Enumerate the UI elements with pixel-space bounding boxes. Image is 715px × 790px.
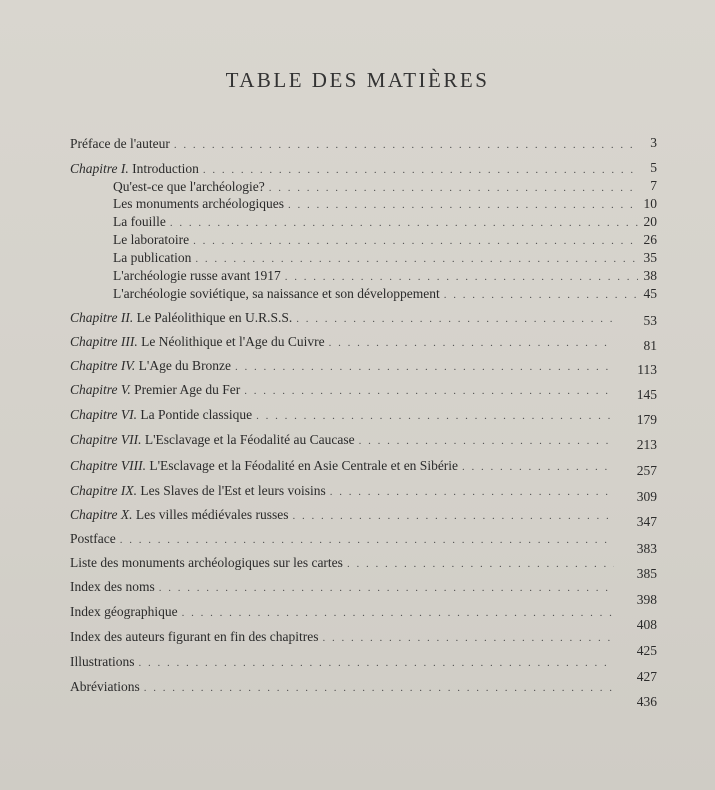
- toc-entry: [70, 629, 618, 645]
- toc-entry-label: Préface de l'auteur: [70, 136, 170, 151]
- toc-page-number: 10: [643, 196, 657, 211]
- leader-dots: [329, 337, 614, 349]
- leader-dots: [285, 271, 638, 283]
- toc-entry: Chapitre VIII. L'Esclavage et la Féodalité en Asie Centrale et en Sibérie . . .: [70, 458, 618, 474]
- toc-entry: [70, 579, 618, 595]
- toc-page-number: 427: [636, 669, 657, 684]
- toc-entry-label: Le laboratoire: [113, 232, 190, 247]
- toc-entry-label: Le Paléolithique en U.R.S.S.: [133, 310, 293, 325]
- toc-entry: Chapitre I. Introduction . . .: [70, 161, 642, 177]
- leader-dots: [292, 510, 614, 522]
- leader-dots: [256, 410, 614, 422]
- leader-dots: [120, 534, 614, 546]
- leader-dots: [182, 607, 614, 619]
- leader-dots: [159, 582, 614, 594]
- toc-page-number: 145: [636, 387, 657, 402]
- leader-dots: [323, 632, 614, 644]
- toc-entry: [113, 214, 642, 230]
- toc-entry: [113, 250, 642, 266]
- toc-page-number: 408: [636, 617, 657, 632]
- leader-dots: [139, 657, 615, 669]
- toc-entry: [70, 604, 618, 620]
- toc-entry: [113, 268, 642, 284]
- toc-entry-label: L'Esclavage et la Féodalité en Asie Centrale et en Sibérie: [145, 458, 459, 473]
- leader-dots: [170, 217, 638, 229]
- toc-entry: [113, 196, 642, 212]
- toc-entry: Chapitre II. Le Paléolithique en U.R.S.S. . . .: [70, 310, 618, 326]
- toc-page-number: 383: [636, 541, 657, 556]
- toc-entry-label: Premier Age du Fer: [130, 382, 241, 397]
- toc-entry-label: L'archéologie russe avant 1917: [113, 268, 281, 283]
- toc-entry-label: Index géographique: [70, 604, 178, 619]
- toc-entry-label: Index des noms: [70, 579, 155, 594]
- toc-entry: [70, 136, 642, 152]
- toc-entry: [70, 654, 618, 670]
- leader-dots: [359, 435, 614, 447]
- toc-page-number: 213: [636, 437, 657, 452]
- toc-entry-label: La Pontide classique: [137, 407, 253, 422]
- toc-entry: Chapitre X. Les villes médiévales russes . . .: [70, 507, 618, 523]
- toc-entry-label: Index des auteurs figurant en fin des chapitres: [70, 629, 319, 644]
- leader-dots: [174, 139, 638, 151]
- toc-page-number: 81: [643, 338, 657, 353]
- toc-page-number: 45: [643, 286, 657, 301]
- toc-entry-label: L'Esclavage et la Féodalité au Caucase: [141, 432, 355, 447]
- toc-page-number: 20: [643, 214, 657, 229]
- toc-page-number: 38: [643, 268, 657, 283]
- toc-entry-label: Les Slaves de l'Est et leurs voisins: [137, 483, 326, 498]
- toc-entry: Chapitre VI. La Pontide classique . . .: [70, 407, 618, 423]
- toc-entry-label: Liste des monuments archéologiques sur les cartes: [70, 555, 343, 570]
- leader-dots: [235, 361, 614, 373]
- leader-dots: [330, 486, 614, 498]
- toc-entry-label: Les monuments archéologiques: [113, 196, 284, 211]
- toc-page-number: 436: [636, 694, 657, 709]
- toc-page-number: 398: [636, 592, 657, 607]
- toc-entry: [113, 179, 642, 195]
- toc-entry: [113, 232, 642, 248]
- leader-dots: [193, 235, 638, 247]
- page-title: TABLE DES MATIÈRES: [225, 68, 490, 92]
- toc-page-number: 113: [637, 362, 657, 377]
- toc-entry-label: L'archéologie soviétique, sa naissance et son développement: [113, 286, 440, 301]
- leader-dots: [347, 558, 614, 570]
- leader-dots: [288, 199, 638, 211]
- toc-entry-label: Introduction: [128, 161, 199, 176]
- leader-dots: [296, 313, 614, 325]
- toc-entry: [113, 286, 642, 302]
- toc-entry: Chapitre III. Le Néolithique et l'Age du Cuivre . . .: [70, 334, 618, 350]
- toc-entry-label: Illustrations: [70, 654, 135, 669]
- leader-dots: [144, 682, 614, 694]
- leader-dots: [195, 253, 638, 265]
- toc-page-number: 425: [636, 643, 657, 658]
- toc-page-number: 53: [643, 313, 657, 328]
- toc-entry: [70, 679, 618, 695]
- toc-page-number: 257: [636, 463, 657, 478]
- toc-entry-label: Qu'est-ce que l'archéologie?: [113, 179, 265, 194]
- toc-entry-label: Abréviations: [70, 679, 140, 694]
- toc-page-number: 35: [643, 250, 657, 265]
- leader-dots: [269, 182, 638, 194]
- toc-entry-label: La fouille: [113, 214, 166, 229]
- toc-entry: Chapitre VII. L'Esclavage et la Féodalité au Caucase . . .: [70, 432, 618, 448]
- leader-dots: [203, 164, 638, 176]
- toc-page-number: 5: [650, 160, 657, 175]
- toc-page-number: 26: [643, 232, 657, 247]
- toc-entry: Chapitre IX. Les Slaves de l'Est et leurs voisins . . .: [70, 483, 618, 499]
- toc-page-number: 309: [636, 489, 657, 504]
- leader-dots: [462, 461, 614, 473]
- toc-page-number: 385: [636, 566, 657, 581]
- toc-entry-label: Les villes médiévales russes: [132, 507, 289, 522]
- toc-entry: Chapitre V. Premier Age du Fer . . .: [70, 382, 618, 398]
- toc-page-number: 3: [650, 135, 657, 150]
- toc-page-number: 347: [636, 514, 657, 529]
- toc-entry-label: Postface: [70, 531, 116, 546]
- leader-dots: [244, 385, 614, 397]
- toc-entry: [70, 531, 618, 547]
- toc-entry: Chapitre IV. L'Age du Bronze . . .: [70, 358, 618, 374]
- toc-entry-label: La publication: [113, 250, 192, 265]
- toc-entry-label: L'Age du Bronze: [135, 358, 232, 373]
- toc-page-number: 179: [636, 412, 657, 427]
- toc-entry: [70, 555, 618, 571]
- toc-entry-label: Le Néolithique et l'Age du Cuivre: [137, 334, 325, 349]
- leader-dots: [444, 289, 638, 301]
- toc-page-number: 7: [650, 178, 657, 193]
